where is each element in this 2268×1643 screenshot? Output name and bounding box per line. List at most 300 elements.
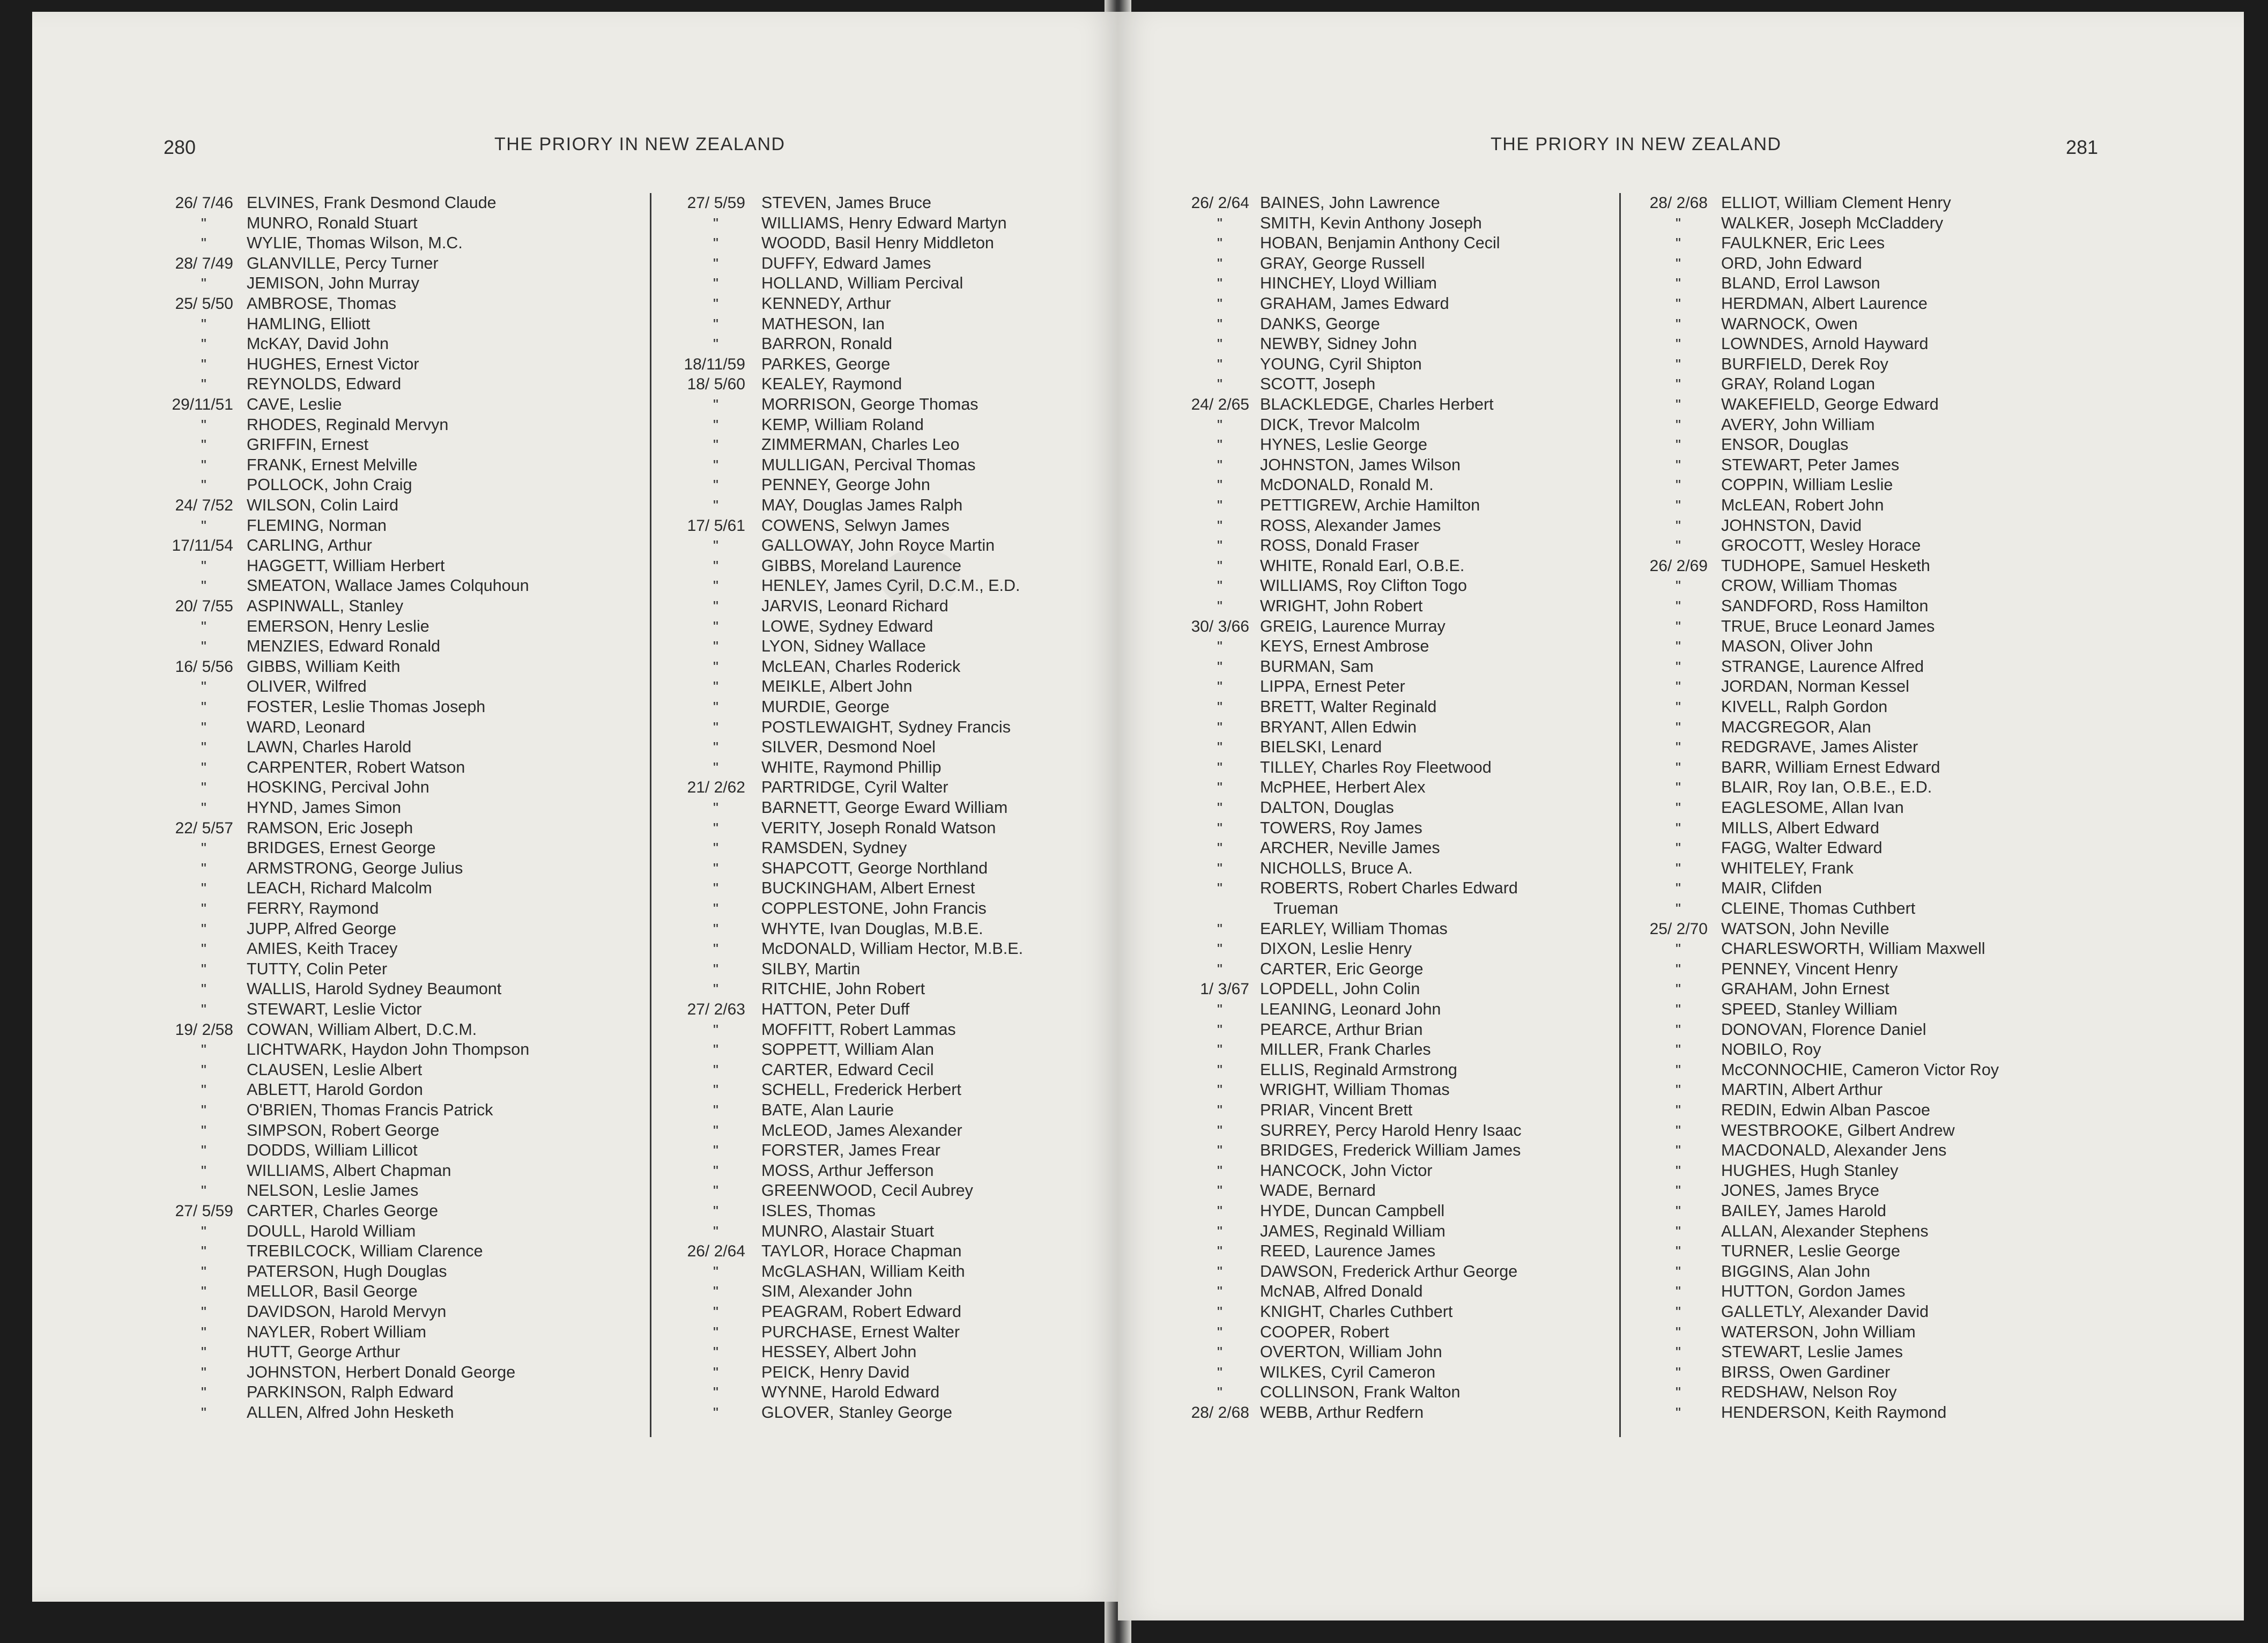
member-name: EMERSON, Henry Leslie xyxy=(247,617,429,635)
member-name: McLEAN, Charles Roderick xyxy=(761,657,961,676)
member-name: BARR, William Ernest Edward xyxy=(1721,758,1940,776)
member-name: JEMISON, John Murray xyxy=(247,274,420,292)
ditto-mark: " xyxy=(1217,1223,1222,1240)
member-name: BLAIR, Roy Ian, O.B.E., E.D. xyxy=(1721,778,1932,796)
ditto-mark: " xyxy=(713,1263,718,1280)
member-name: DALTON, Douglas xyxy=(1260,798,1394,817)
ditto-mark: " xyxy=(1676,517,1681,534)
member-name: PEICK, Henry David xyxy=(761,1363,910,1381)
ditto-mark: " xyxy=(1217,537,1222,554)
ditto-mark: " xyxy=(1217,840,1222,856)
member-name: BURFIELD, Derek Roy xyxy=(1721,355,1888,373)
member-name: MILLS, Albert Edward xyxy=(1721,819,1879,837)
member-name: HANCOCK, John Victor xyxy=(1260,1161,1433,1180)
member-name: HOLLAND, William Percival xyxy=(761,274,963,292)
ditto-mark: " xyxy=(1217,1283,1222,1300)
member-name: PATERSON, Hugh Douglas xyxy=(247,1262,447,1281)
ditto-mark: " xyxy=(713,1122,718,1139)
ditto-mark: " xyxy=(713,800,718,816)
ditto-mark: " xyxy=(201,638,206,655)
ditto-mark: " xyxy=(1217,779,1222,796)
ditto-mark: " xyxy=(1217,356,1222,373)
right-page xyxy=(1118,12,2244,1620)
ditto-mark: " xyxy=(1217,295,1222,312)
date-label: 21/ 2/62 xyxy=(687,779,745,796)
date-label: 1/ 3/67 xyxy=(1200,980,1249,998)
ditto-mark: " xyxy=(1676,396,1681,413)
member-name: MILLER, Frank Charles xyxy=(1260,1040,1431,1059)
member-name: BLAND, Errol Lawson xyxy=(1721,274,1880,292)
member-name: NEWBY, Sidney John xyxy=(1260,335,1417,353)
ditto-mark: " xyxy=(713,1082,718,1098)
member-name: KIVELL, Ralph Gordon xyxy=(1721,698,1888,716)
member-name: BARRON, Ronald xyxy=(761,335,893,353)
ditto-mark: " xyxy=(713,1384,718,1401)
member-name: JOHNSTON, David xyxy=(1721,516,1862,535)
ditto-mark: " xyxy=(201,1384,206,1401)
ditto-mark: " xyxy=(1217,941,1222,957)
date-label: 27/ 2/63 xyxy=(687,1001,745,1018)
member-name: RAMSDEN, Sydney xyxy=(761,839,907,857)
page-number: 280 xyxy=(164,136,196,158)
ditto-mark: " xyxy=(1676,1263,1681,1280)
ditto-mark: " xyxy=(1676,1364,1681,1381)
member-name: WESTBROOKE, Gilbert Andrew xyxy=(1721,1121,1955,1139)
ditto-mark: " xyxy=(713,900,718,917)
member-name: ABLETT, Harold Gordon xyxy=(247,1080,423,1099)
member-name: WADE, Bernard xyxy=(1260,1181,1376,1200)
ditto-mark: " xyxy=(713,1163,718,1179)
ditto-mark: " xyxy=(1676,1122,1681,1139)
ditto-mark: " xyxy=(1676,1102,1681,1119)
member-name: SPEED, Stanley William xyxy=(1721,1000,1898,1018)
ditto-mark: " xyxy=(713,598,718,615)
member-name: ALLAN, Alexander Stephens xyxy=(1721,1222,1929,1240)
member-name: FERRY, Raymond xyxy=(247,899,379,917)
date-label: 28/ 2/68 xyxy=(1191,1404,1249,1422)
member-name: BUCKINGHAM, Albert Ernest xyxy=(761,879,975,897)
member-name: HESSEY, Albert John xyxy=(761,1343,917,1361)
ditto-mark: " xyxy=(1217,578,1222,594)
member-name: MAIR, Clifden xyxy=(1721,879,1822,897)
member-name: TAYLOR, Horace Chapman xyxy=(761,1242,962,1260)
member-name: BRETT, Walter Reginald xyxy=(1260,698,1437,716)
member-name: WILLIAMS, Roy Clifton Togo xyxy=(1260,576,1467,595)
member-name: HUTT, George Arthur xyxy=(247,1343,401,1361)
member-name: DANKS, George xyxy=(1260,315,1380,333)
member-name: KNIGHT, Charles Cuthbert xyxy=(1260,1302,1453,1321)
date-label: 18/11/59 xyxy=(684,356,745,373)
ditto-mark: " xyxy=(713,1041,718,1058)
running-head: THE PRIORY IN NEW ZEALAND xyxy=(1491,134,1782,154)
member-name: REDSHAW, Nelson Roy xyxy=(1721,1383,1897,1401)
member-name: MOSS, Arthur Jefferson xyxy=(761,1161,934,1180)
ditto-mark: " xyxy=(1217,699,1222,715)
member-name: HYND, James Simon xyxy=(247,798,402,817)
member-name: TOWERS, Roy James xyxy=(1260,819,1422,837)
member-name: CARTER, Eric George xyxy=(1260,960,1424,978)
ditto-mark: " xyxy=(1217,376,1222,393)
member-name: EAGLESOME, Allan Ivan xyxy=(1721,798,1904,817)
member-name: TUTTY, Colin Peter xyxy=(247,960,388,978)
member-name: PRIAR, Vincent Brett xyxy=(1260,1101,1413,1119)
member-name: GLOVER, Stanley George xyxy=(761,1403,953,1422)
member-name: BRIDGES, Frederick William James xyxy=(1260,1141,1521,1159)
member-name: FLEMING, Norman xyxy=(247,516,387,535)
ditto-mark: " xyxy=(713,1203,718,1219)
ditto-mark: " xyxy=(201,941,206,957)
member-name: MASON, Oliver John xyxy=(1721,637,1873,655)
ditto-mark: " xyxy=(201,1344,206,1360)
ditto-mark: " xyxy=(1676,1163,1681,1179)
member-name: JAMES, Reginald William xyxy=(1260,1222,1446,1240)
date-label: 17/ 5/61 xyxy=(687,517,745,535)
ditto-mark: " xyxy=(1217,598,1222,615)
member-name: MENZIES, Edward Ronald xyxy=(247,637,441,655)
member-name: ELVINES, Frank Desmond Claude xyxy=(247,194,496,212)
member-name: KEYS, Ernest Ambrose xyxy=(1260,637,1429,655)
member-name: COPPIN, William Leslie xyxy=(1721,476,1893,494)
member-name: HENLEY, James Cyril, D.C.M., E.D. xyxy=(761,576,1020,595)
member-name: WRIGHT, William Thomas xyxy=(1260,1080,1450,1099)
ditto-mark: " xyxy=(1676,900,1681,917)
date-label: 26/ 2/64 xyxy=(1191,194,1249,212)
ditto-mark: " xyxy=(713,1283,718,1300)
member-name: GRAY, Roland Logan xyxy=(1721,375,1876,393)
member-name: SILVER, Desmond Noel xyxy=(761,738,936,756)
ditto-mark: " xyxy=(1217,961,1222,978)
date-label: 24/ 7/52 xyxy=(175,497,233,514)
date-label: 16/ 5/56 xyxy=(175,658,233,676)
ditto-mark: " xyxy=(1676,880,1681,897)
ditto-mark: " xyxy=(1676,1041,1681,1058)
member-name: AMIES, Keith Tracey xyxy=(247,939,398,958)
ditto-mark: " xyxy=(713,921,718,937)
ditto-mark: " xyxy=(713,618,718,635)
member-name: NAYLER, Robert William xyxy=(247,1323,427,1341)
ditto-mark: " xyxy=(1676,275,1681,292)
ditto-mark: " xyxy=(1676,1062,1681,1078)
member-name: COWENS, Selwyn James xyxy=(761,516,950,535)
member-name: ALLEN, Alfred John Hesketh xyxy=(247,1403,454,1422)
member-name: ELLIOT, William Clement Henry xyxy=(1721,194,1951,212)
member-name: BAILEY, James Harold xyxy=(1721,1202,1886,1220)
member-name: AVERY, John William xyxy=(1721,416,1875,434)
member-name: STEWART, Leslie James xyxy=(1721,1343,1903,1361)
ditto-mark: " xyxy=(1217,558,1222,574)
ditto-mark: " xyxy=(201,860,206,877)
ditto-mark: " xyxy=(1217,1364,1222,1381)
ditto-mark: " xyxy=(713,1062,718,1078)
ditto-mark: " xyxy=(713,436,718,453)
ditto-mark: " xyxy=(201,1001,206,1018)
member-name: MACGREGOR, Alan xyxy=(1721,718,1871,736)
member-name: McGLASHAN, William Keith xyxy=(761,1262,965,1281)
member-name: LYON, Sidney Wallace xyxy=(761,637,926,655)
member-name: BURMAN, Sam xyxy=(1260,657,1374,676)
date-label: 28/ 2/68 xyxy=(1649,194,1708,212)
ditto-mark: " xyxy=(1217,1082,1222,1098)
member-name: BLACKLEDGE, Charles Herbert xyxy=(1260,395,1494,413)
ditto-mark: " xyxy=(1676,1082,1681,1098)
ditto-mark: " xyxy=(201,840,206,856)
member-name: PENNEY, George John xyxy=(761,476,930,494)
member-name: WILKES, Cyril Cameron xyxy=(1260,1363,1436,1381)
member-name: COWAN, William Albert, D.C.M. xyxy=(247,1020,477,1039)
ditto-mark: " xyxy=(1217,759,1222,776)
ditto-mark: " xyxy=(201,275,206,292)
member-name: WYNNE, Harold Edward xyxy=(761,1383,940,1401)
ditto-mark: " xyxy=(713,1102,718,1119)
date-label: 18/ 5/60 xyxy=(687,375,745,393)
member-name: POSTLEWAIGHT, Sydney Francis xyxy=(761,718,1011,736)
member-name: FOSTER, Leslie Thomas Joseph xyxy=(247,698,486,716)
member-name: GREENWOOD, Cecil Aubrey xyxy=(761,1181,973,1200)
member-name: MULLIGAN, Percival Thomas xyxy=(761,456,976,474)
member-name: COPPLESTONE, John Francis xyxy=(761,899,987,917)
member-name: O'BRIEN, Thomas Francis Patrick xyxy=(247,1101,493,1119)
member-name: GRIFFIN, Ernest xyxy=(247,435,369,454)
member-name: GROCOTT, Wesley Horace xyxy=(1721,536,1921,554)
ditto-mark: " xyxy=(1676,1142,1681,1159)
ditto-mark: " xyxy=(713,759,718,776)
member-name: BIELSKI, Lenard xyxy=(1260,738,1382,756)
date-label: 25/ 5/50 xyxy=(175,295,233,313)
member-name: WEBB, Arthur Redfern xyxy=(1260,1403,1424,1422)
member-name: WARD, Leonard xyxy=(247,718,365,736)
column-rule xyxy=(1619,193,1621,1437)
member-name: COOPER, Robert xyxy=(1260,1323,1389,1341)
member-name: DOULL, Harold William xyxy=(247,1222,416,1240)
member-name: McNAB, Alfred Donald xyxy=(1260,1282,1423,1300)
member-name: ROBERTS, Robert Charles Edward xyxy=(1260,879,1518,897)
member-name: McPHEE, Herbert Alex xyxy=(1260,778,1426,796)
ditto-mark: " xyxy=(713,235,718,251)
date-label: 27/ 5/59 xyxy=(687,194,745,212)
member-name: WALKER, Joseph McCladdery xyxy=(1721,214,1944,232)
member-name: PETTIGREW, Archie Hamilton xyxy=(1260,496,1480,514)
member-name: HINCHEY, Lloyd William xyxy=(1260,274,1437,292)
ditto-mark: " xyxy=(201,618,206,635)
member-name: MURDIE, George xyxy=(761,698,890,716)
ditto-mark: " xyxy=(201,1122,206,1139)
ditto-mark: " xyxy=(1676,800,1681,816)
member-name: MOFFITT, Robert Lammas xyxy=(761,1020,956,1039)
member-name: STEVEN, James Bruce xyxy=(761,194,931,212)
member-name: MACDONALD, Alexander Jens xyxy=(1721,1141,1947,1159)
member-name: TUDHOPE, Samuel Hesketh xyxy=(1721,557,1930,575)
ditto-mark: " xyxy=(1217,275,1222,292)
member-name: MAY, Douglas James Ralph xyxy=(761,496,963,514)
ditto-mark: " xyxy=(1676,699,1681,715)
ditto-mark: " xyxy=(201,779,206,796)
ditto-mark: " xyxy=(1676,295,1681,312)
member-name: HOBAN, Benjamin Anthony Cecil xyxy=(1260,234,1500,252)
ditto-mark: " xyxy=(201,1182,206,1199)
ditto-mark: " xyxy=(713,477,718,493)
ditto-mark: " xyxy=(1217,235,1222,251)
member-name: ZIMMERMAN, Charles Leo xyxy=(761,435,960,454)
member-name: VERITY, Joseph Ronald Watson xyxy=(761,819,996,837)
member-name: GALLETLY, Alexander David xyxy=(1721,1302,1929,1321)
ditto-mark: " xyxy=(201,376,206,393)
ditto-mark: " xyxy=(713,880,718,897)
ditto-mark: " xyxy=(1217,719,1222,736)
ditto-mark: " xyxy=(713,1324,718,1341)
member-name: REDGRAVE, James Alister xyxy=(1721,738,1918,756)
member-name: RHODES, Reginald Mervyn xyxy=(247,416,449,434)
member-name: STEWART, Leslie Victor xyxy=(247,1000,422,1018)
member-name: DUFFY, Edward James xyxy=(761,254,931,272)
member-name: WALLIS, Harold Sydney Beaumont xyxy=(247,980,502,998)
member-name: ARCHER, Neville James xyxy=(1260,839,1440,857)
ditto-mark: " xyxy=(1217,1344,1222,1360)
paper-stain xyxy=(879,548,960,607)
member-name: LAWN, Charles Harold xyxy=(247,738,412,756)
ditto-mark: " xyxy=(713,1182,718,1199)
ditto-mark: " xyxy=(1676,255,1681,272)
ditto-mark: " xyxy=(713,497,718,514)
member-name: HUGHES, Hugh Stanley xyxy=(1721,1161,1899,1180)
ditto-mark: " xyxy=(713,316,718,332)
date-label: 19/ 2/58 xyxy=(175,1021,233,1039)
member-name: STEWART, Peter James xyxy=(1721,456,1900,474)
ditto-mark: " xyxy=(1676,1001,1681,1018)
member-name: GLANVILLE, Percy Turner xyxy=(247,254,439,272)
member-name: REDIN, Edwin Alban Pascoe xyxy=(1721,1101,1930,1119)
ditto-mark: " xyxy=(713,678,718,695)
ditto-mark: " xyxy=(713,699,718,715)
member-name: HERDMAN, Albert Laurence xyxy=(1721,294,1928,313)
member-name: TILLEY, Charles Roy Fleetwood xyxy=(1260,758,1492,776)
ditto-mark: " xyxy=(1217,820,1222,837)
member-name: ELLIS, Reginald Armstrong xyxy=(1260,1061,1457,1079)
member-name: BAINES, John Lawrence xyxy=(1260,194,1440,212)
member-name: McCONNOCHIE, Cameron Victor Roy xyxy=(1721,1061,1999,1079)
member-name: SMEATON, Wallace James Colquhoun xyxy=(247,576,529,595)
running-head: THE PRIORY IN NEW ZEALAND xyxy=(494,134,785,154)
member-name: EARLEY, William Thomas xyxy=(1260,920,1448,938)
member-name: McDONALD, Ronald M. xyxy=(1260,476,1434,494)
member-name: MELLOR, Basil George xyxy=(247,1282,418,1300)
ditto-mark: " xyxy=(201,921,206,937)
member-name: WYLIE, Thomas Wilson, M.C. xyxy=(247,234,463,252)
ditto-mark: " xyxy=(1676,356,1681,373)
ditto-mark: " xyxy=(201,961,206,978)
member-name: CARTER, Edward Cecil xyxy=(761,1061,934,1079)
member-name: DIXON, Leslie Henry xyxy=(1260,939,1412,958)
ditto-mark: " xyxy=(713,719,718,736)
ditto-mark: " xyxy=(1217,1263,1222,1280)
ditto-mark: " xyxy=(713,1142,718,1159)
member-name: FAULKNER, Eric Lees xyxy=(1721,234,1885,252)
ditto-mark: " xyxy=(1217,638,1222,655)
ditto-mark: " xyxy=(1217,1384,1222,1401)
ditto-mark: " xyxy=(1676,719,1681,736)
ditto-mark: " xyxy=(1676,1384,1681,1401)
ditto-mark: " xyxy=(713,578,718,594)
ditto-mark: " xyxy=(1676,1022,1681,1038)
member-name: HAMLING, Elliott xyxy=(247,315,370,333)
ditto-mark: " xyxy=(713,1364,718,1381)
member-name: WARNOCK, Owen xyxy=(1721,315,1858,333)
member-name: NOBILO, Roy xyxy=(1721,1040,1821,1059)
ditto-mark: " xyxy=(201,1082,206,1098)
ditto-mark: " xyxy=(1217,477,1222,493)
member-name: PEARCE, Arthur Brian xyxy=(1260,1020,1423,1039)
ditto-mark: " xyxy=(1217,316,1222,332)
member-name: LEANING, Leonard John xyxy=(1260,1000,1441,1018)
ditto-mark: " xyxy=(201,1142,206,1159)
ditto-mark: " xyxy=(1676,578,1681,594)
member-name: CLAUSEN, Leslie Albert xyxy=(247,1061,423,1079)
date-label: 26/ 7/46 xyxy=(175,194,233,212)
member-name: HYDE, Duncan Campbell xyxy=(1260,1202,1445,1220)
ditto-mark: " xyxy=(713,860,718,877)
ditto-mark: " xyxy=(201,336,206,352)
ditto-mark: " xyxy=(713,658,718,675)
member-name: SIM, Alexander John xyxy=(761,1282,913,1300)
ditto-mark: " xyxy=(1217,800,1222,816)
member-name: JONES, James Bryce xyxy=(1721,1181,1879,1200)
ditto-mark: " xyxy=(1676,477,1681,493)
member-name: TREBILCOCK, William Clarence xyxy=(247,1242,483,1260)
ditto-mark: " xyxy=(713,537,718,554)
member-name: ENSOR, Douglas xyxy=(1721,435,1849,454)
member-name: NICHOLLS, Bruce A. xyxy=(1260,859,1413,877)
ditto-mark: " xyxy=(713,820,718,837)
date-label: 30/ 3/66 xyxy=(1191,618,1249,635)
member-name: GIBBS, Moreland Laurence xyxy=(761,557,961,575)
ditto-mark: " xyxy=(201,558,206,574)
member-name: LOWNDES, Arnold Hayward xyxy=(1721,335,1929,353)
ditto-mark: " xyxy=(1217,336,1222,352)
ditto-mark: " xyxy=(201,1041,206,1058)
date-label: 29/11/51 xyxy=(172,396,233,413)
member-name: PARTRIDGE, Cyril Walter xyxy=(761,778,948,796)
ditto-mark: " xyxy=(201,1243,206,1260)
member-name: BIGGINS, Alan John xyxy=(1721,1262,1871,1281)
ditto-mark: " xyxy=(201,1364,206,1381)
ditto-mark: " xyxy=(713,739,718,756)
member-name: HUTTON, Gordon James xyxy=(1721,1282,1906,1300)
member-name: OLIVER, Wilfred xyxy=(247,677,367,695)
member-name: WHYTE, Ivan Douglas, M.B.E. xyxy=(761,920,983,938)
ditto-mark: " xyxy=(1676,336,1681,352)
member-name: CAVE, Leslie xyxy=(247,395,342,413)
ditto-mark: " xyxy=(1676,215,1681,232)
member-name: NELSON, Leslie James xyxy=(247,1181,419,1200)
ditto-mark: " xyxy=(1676,537,1681,554)
ditto-mark: " xyxy=(1676,1283,1681,1300)
date-label: 27/ 5/59 xyxy=(175,1202,233,1220)
ditto-mark: " xyxy=(201,1283,206,1300)
member-name: PARKES, George xyxy=(761,355,891,373)
ditto-mark: " xyxy=(201,1223,206,1240)
ditto-mark: " xyxy=(201,981,206,997)
member-name: WHITELEY, Frank xyxy=(1721,859,1854,877)
member-name: FRANK, Ernest Melville xyxy=(247,456,418,474)
ditto-mark: " xyxy=(201,356,206,373)
ditto-mark: " xyxy=(1676,759,1681,776)
ditto-mark: " xyxy=(201,517,206,534)
member-name: GIBBS, William Keith xyxy=(247,657,401,676)
ditto-mark: " xyxy=(713,558,718,574)
member-name: WILSON, Colin Laird xyxy=(247,496,399,514)
ditto-mark: " xyxy=(713,1404,718,1421)
member-name: LEACH, Richard Malcolm xyxy=(247,879,432,897)
member-name: KENNEDY, Arthur xyxy=(761,294,891,313)
